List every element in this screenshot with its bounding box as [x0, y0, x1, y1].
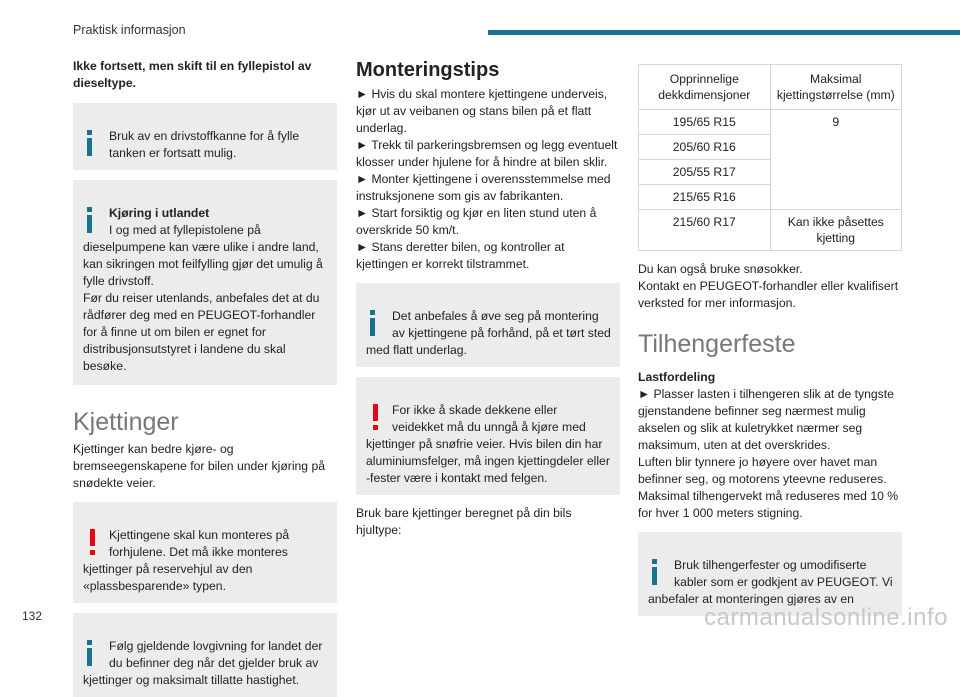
column-1 — [73, 58, 337, 697]
table-cell-chain-size: 9 — [770, 110, 901, 210]
mounting-steps: ► Hvis du skal montere kjettingene underveis, kjør ut av veibanen og stans bilen på et flatt underlag. ► Trekk til parkeringsbremsen og legg eventuelt klosser under hjulene for å hindre at bilen sklir. ► Monter kjettingene i overensstemmelse med instruksjonene som gis av fabrikanten. ► Start forsiktig og kjør en liten stund uten å overskride 50 km/t. ► Stans deretter bilen, og kontroller at kjettingen er korrekt tilstrammet. — [356, 87, 618, 271]
info-box-legislation — [73, 613, 337, 697]
column-2 — [356, 58, 620, 539]
info-icon — [83, 130, 103, 158]
subheading-lastfordeling: Lastfordeling — [638, 370, 716, 384]
wheel-type-note: Bruk bare kjettinger beregnet på din bils hjultype: — [356, 506, 572, 537]
table-cell-dimension: 215/60 R17 — [639, 210, 771, 251]
info-box-text: Bruk av en drivstoffkanne for å fylle tanken er fortsatt mulig. — [109, 129, 300, 160]
info-icon — [83, 207, 103, 235]
warning-box-text: For ikke å skade dekkene eller veidekket må du unngå å kjøre med kjettinger på snøfrie veier. Hvis bilen din har aluminiumsfelger, må ingen kjettingdeler eller -fester være i kontakt med felgen. — [366, 403, 610, 485]
section-heading-monteringstips: Monteringstips — [356, 59, 500, 81]
watermark: carmanualsonline.info — [704, 604, 948, 631]
table-cell-chain-size: Kan ikke påsettes kjetting — [770, 210, 901, 251]
section-heading-tilhengerfeste: Tilhengerfeste — [638, 330, 796, 358]
table-header-dimensions: Opprinnelige dekkdimensjoner — [639, 65, 771, 110]
page-number: 132 — [22, 609, 43, 623]
warning-icon — [366, 404, 386, 432]
warning-box-front-wheels — [73, 502, 337, 603]
table-cell-dimension: 215/65 R16 — [639, 185, 771, 210]
table-cell-dimension: 205/60 R16 — [639, 135, 771, 160]
info-box-title: Kjøring i utlandet — [109, 206, 210, 220]
table-row — [639, 210, 902, 251]
table-header-chain-size: Maksimal kjettingstørrelse (mm) — [770, 65, 901, 110]
info-box-text: Det anbefales å øve seg på montering av kjettingene på forhånd, på et tørt sted med flatt underlag. — [366, 309, 611, 357]
kjettinger-paragraph: Kjettinger kan bedre kjøre- og bremseegenskapene for bilen under kjøring på snødekte veier. — [73, 442, 326, 490]
snow-socks-paragraph: Du kan også bruke snøsokker. Kontakt en PEUGEOT-forhandler eller kvalifisert verksted for mer informasjon. — [638, 262, 899, 310]
chain-size-table — [638, 64, 902, 251]
load-distribution-paragraph: ► Plasser lasten i tilhengeren slik at de tyngste gjenstandene befinner seg nærmest mulig akselen og slik at kuletrykket nærmer seg maksimum, uten at det overskrides. Luften blir tynnere jo høyere over havet man befinner seg, og motorens yteevne reduseres. Maksimal tilhengervekt må reduseres med 10 % for hver 1 000 meters stigning. — [638, 387, 899, 520]
info-box-fuel-can — [73, 103, 337, 170]
info-box-abroad — [73, 180, 337, 385]
table-cell-dimension: 195/65 R15 — [639, 110, 771, 135]
table-header-row — [639, 65, 902, 110]
warning-box-damage — [356, 377, 620, 495]
section-heading-kjettinger: Kjettinger — [73, 408, 179, 436]
page-header-title: Praktisk informasjon — [73, 23, 186, 37]
column-3 — [638, 64, 902, 616]
info-box-text: I og med at fyllepistolene på dieselpumpene kan være ulike i andre land, kan sikringen mot feilfylling gjør det umulig å fylle drivstoff. Før du reiser utenlands, anbefales det at du rådfører deg med en PEUGEOT-forhandler for å finne ut om bilen er egnet for distribusjonsutstyret i landene du skal besøke. — [83, 223, 323, 373]
info-box-text: Bruk tilhengerfester og umodifiserte kabler som er godkjent av PEUGEOT. Vi anbefaler at monteringen gjøres av en — [648, 558, 893, 606]
intro-text: Ikke fortsett, men skift til en fyllepistol av dieseltype. — [73, 59, 312, 90]
info-icon — [648, 559, 668, 587]
header-accent-bar — [488, 30, 960, 35]
table-row — [639, 110, 902, 135]
table-cell-dimension: 205/55 R17 — [639, 160, 771, 185]
info-box-practice — [356, 283, 620, 367]
warning-box-text: Kjettingene skal kun monteres på forhjulene. Det må ikke monteres kjettinger på reservehjul av den «plassbesparende» typen. — [83, 528, 290, 593]
info-box-text: Følg gjeldende lovgivning for landet der du befinner deg når det gjelder bruk av kjettinger og maksimalt tillatte hastighet. — [83, 639, 323, 687]
info-icon — [366, 310, 386, 338]
warning-icon — [83, 529, 103, 557]
info-icon — [83, 640, 103, 668]
